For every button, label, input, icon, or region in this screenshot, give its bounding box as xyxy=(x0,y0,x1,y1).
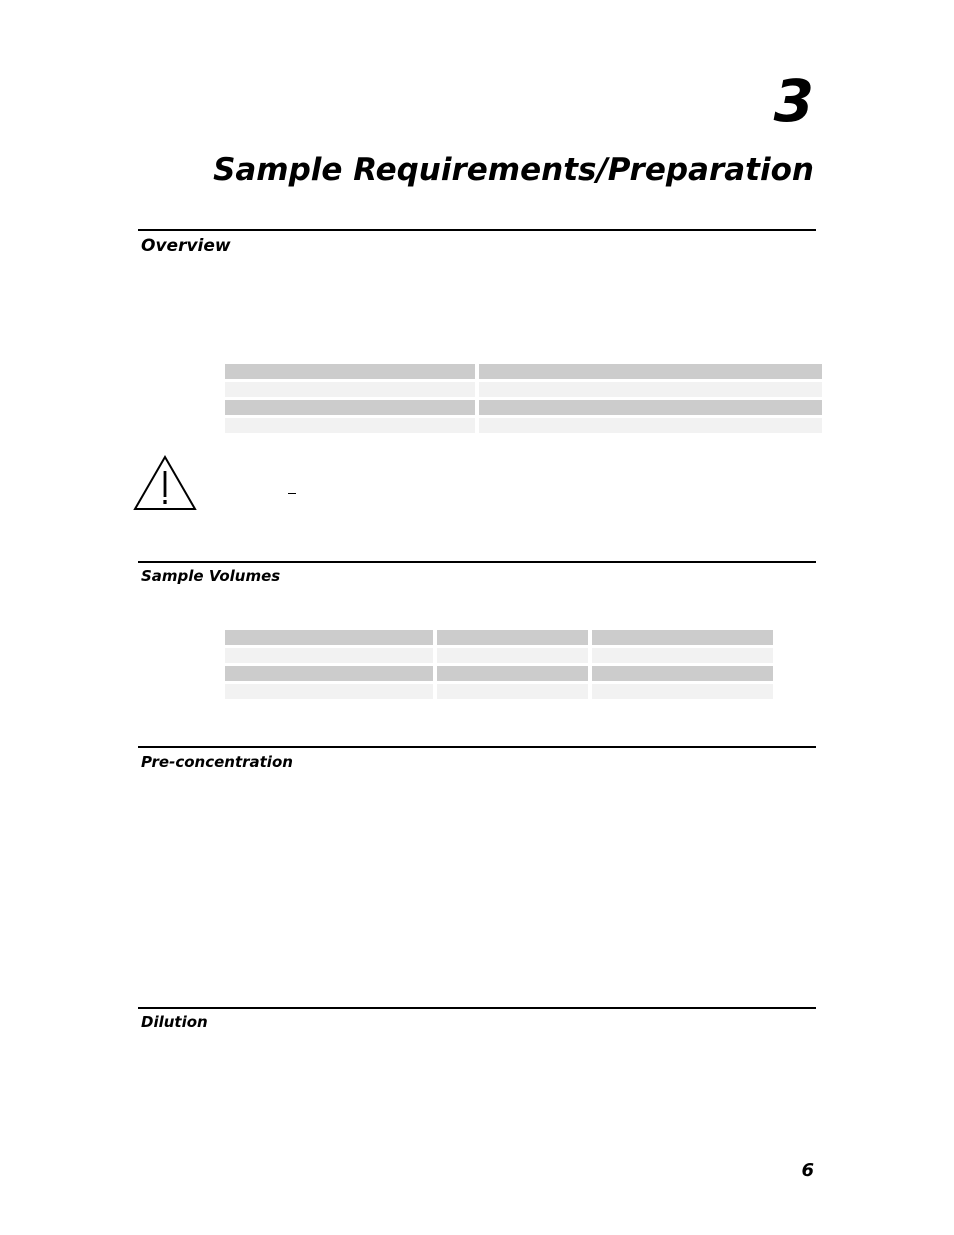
table-cell xyxy=(225,418,475,433)
table-cell xyxy=(225,400,475,415)
warning-triangle-icon xyxy=(132,454,198,512)
section-heading-sample-volumes: Sample Volumes xyxy=(141,567,281,585)
section-divider-sample-volumes xyxy=(138,561,816,563)
table-cell xyxy=(437,666,588,681)
page-number: 6 xyxy=(801,1160,814,1181)
section-heading-pre-concentration: Pre-concentration xyxy=(141,753,293,771)
table-cell xyxy=(437,630,588,645)
overview-table xyxy=(225,364,822,433)
table-row xyxy=(225,418,822,433)
table-cell xyxy=(225,364,475,379)
table-cell xyxy=(225,382,475,397)
table-row xyxy=(225,666,773,681)
section-divider-pre-concentration xyxy=(138,746,816,748)
table-cell xyxy=(225,630,433,645)
section-heading-overview: Overview xyxy=(141,236,231,256)
table-row xyxy=(225,382,822,397)
table-row xyxy=(225,400,822,415)
table-cell xyxy=(437,648,588,663)
table-cell xyxy=(437,684,588,699)
table-cell xyxy=(479,364,822,379)
section-divider-dilution xyxy=(138,1007,816,1009)
dash-mark xyxy=(288,493,296,494)
table-row xyxy=(225,630,773,645)
table-cell xyxy=(479,418,822,433)
table-cell xyxy=(592,630,773,645)
table-cell xyxy=(592,666,773,681)
table-row xyxy=(225,684,773,699)
table-cell xyxy=(225,684,433,699)
table-cell xyxy=(479,400,822,415)
table-cell xyxy=(479,382,822,397)
chapter-number: 3 xyxy=(773,67,814,135)
table-row xyxy=(225,364,822,379)
section-divider-overview xyxy=(138,229,816,231)
table-cell xyxy=(592,684,773,699)
chapter-title: Sample Requirements/Preparation xyxy=(213,152,814,188)
section-heading-dilution: Dilution xyxy=(141,1013,208,1031)
table-cell xyxy=(592,648,773,663)
table-row xyxy=(225,648,773,663)
sample-volumes-table xyxy=(225,630,773,699)
table-cell xyxy=(225,666,433,681)
table-cell xyxy=(225,648,433,663)
